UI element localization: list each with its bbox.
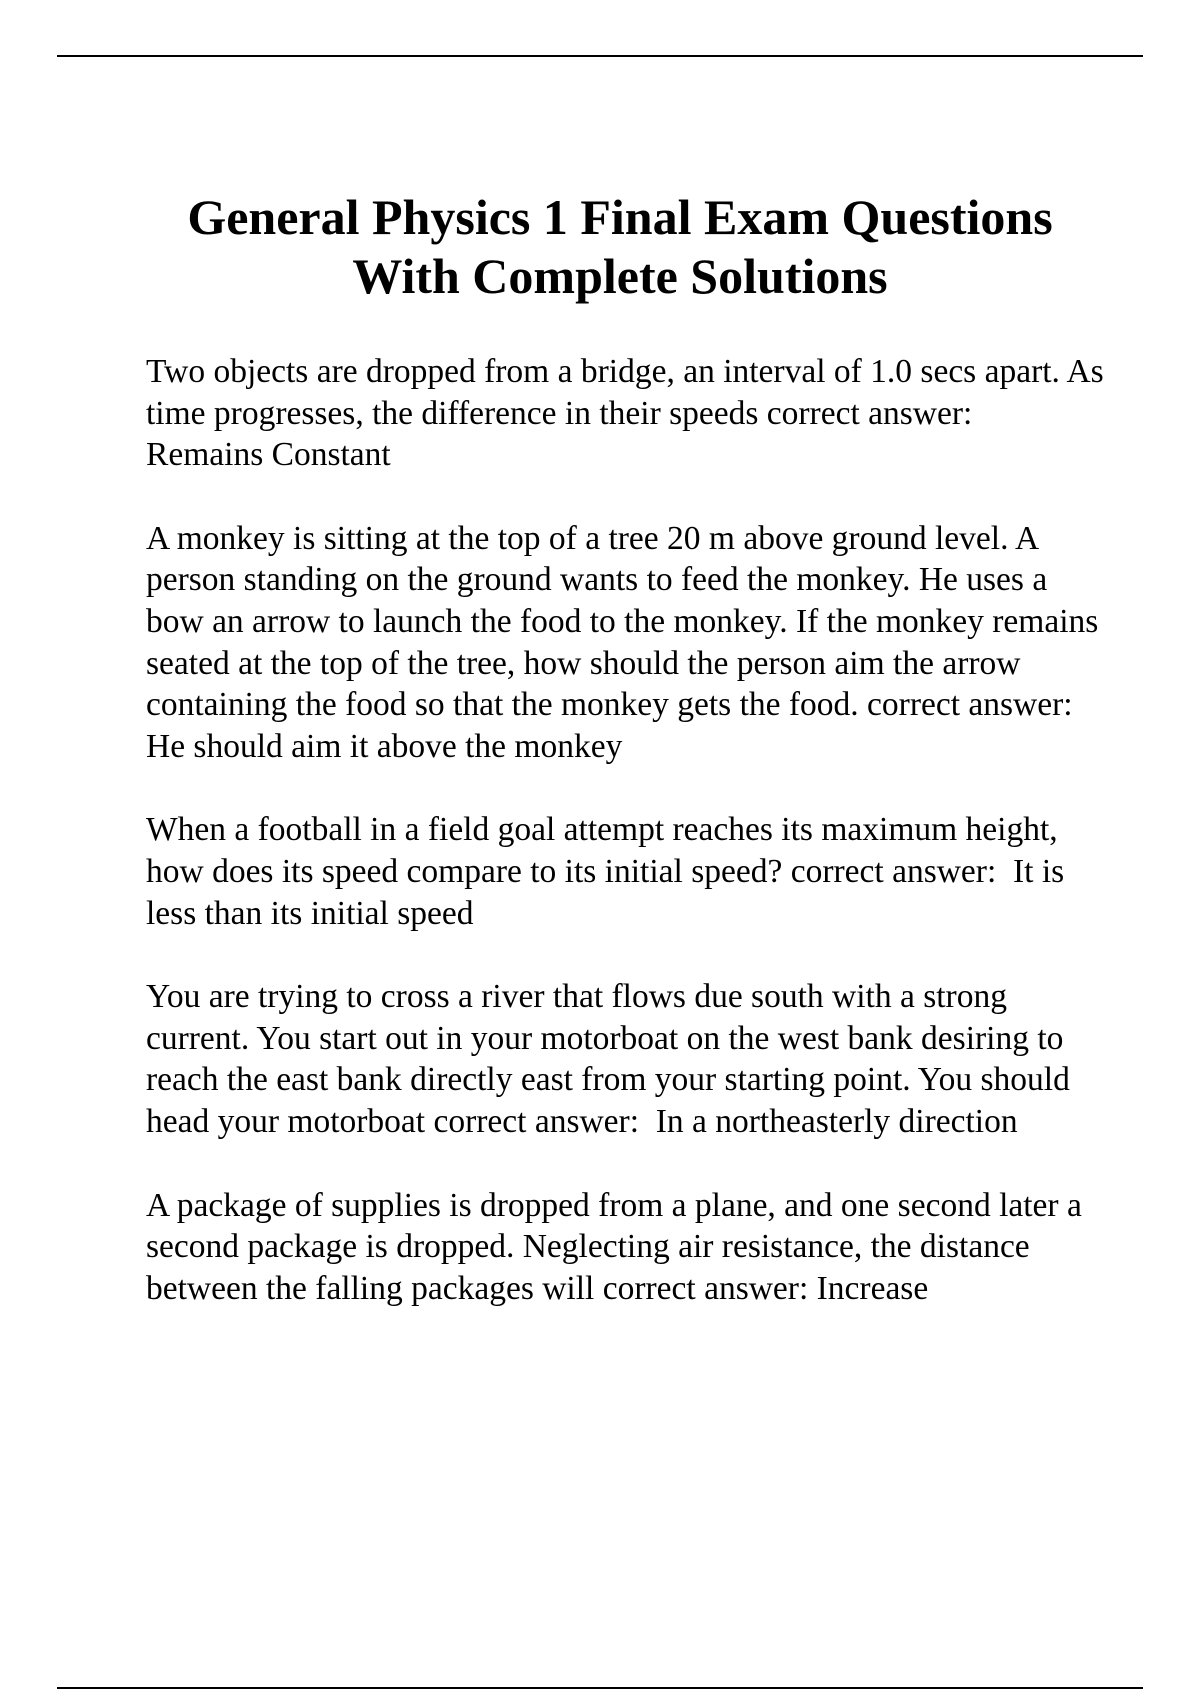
question-list xyxy=(146,351,1113,1351)
answer-label: correct answer: xyxy=(602,1269,809,1307)
answer-label: correct answer: xyxy=(766,394,973,432)
question-item-4 xyxy=(146,976,1106,1142)
answer-label: correct answer: xyxy=(867,686,1073,724)
title-line-1: General Physics 1 Final Exam Questions xyxy=(187,189,1053,245)
footer-rule xyxy=(57,1687,1143,1689)
document-title xyxy=(100,188,1140,306)
question-text: Two objects are dropped from a bridge, an interval of 1.0 secs apart. As time progresses, the difference in their speeds xyxy=(146,353,1113,432)
answer-label: correct answer: xyxy=(433,1102,639,1140)
answer-text: Remains Constant xyxy=(146,436,391,474)
header-rule xyxy=(57,55,1143,57)
question-item-3 xyxy=(146,809,1106,934)
question-item-1 xyxy=(146,351,1113,476)
answer-label: correct answer: xyxy=(790,852,997,890)
question-text: When a football in a field goal attempt reaches its maximum height, how does its speed compare to its initial speed? xyxy=(146,811,1067,890)
answer-text: He should aim it above the monkey xyxy=(146,727,623,765)
question-text: You are trying to cross a river that flows due south with a strong current. You start out in your motorboat on the west bank desiring to reach the east bank directly east from your starting point. You should head your motorboat xyxy=(146,978,1079,1140)
question-item-5 xyxy=(146,1185,1106,1310)
title-line-2: With Complete Solutions xyxy=(352,248,888,304)
answer-text: It is less than its initial speed xyxy=(146,852,1073,932)
question-text: A package of supplies is dropped from a plane, and one second later a second package is dropped. Neglecting air resistance, the distance between the falling packages will xyxy=(146,1186,1091,1307)
answer-text: In a northeasterly direction xyxy=(655,1102,1018,1140)
question-text: A monkey is sitting at the top of a tree 20 m above ground level. A person standing on the ground wants to feed the monkey. He uses a bow an arrow to launch the food to the monkey. If the monkey remains seated at the top of the tree, how should the person aim the arrow containing the food so that the monkey gets the food. xyxy=(146,519,1107,724)
question-item-2 xyxy=(146,518,1106,768)
answer-text: Increase xyxy=(816,1269,929,1307)
